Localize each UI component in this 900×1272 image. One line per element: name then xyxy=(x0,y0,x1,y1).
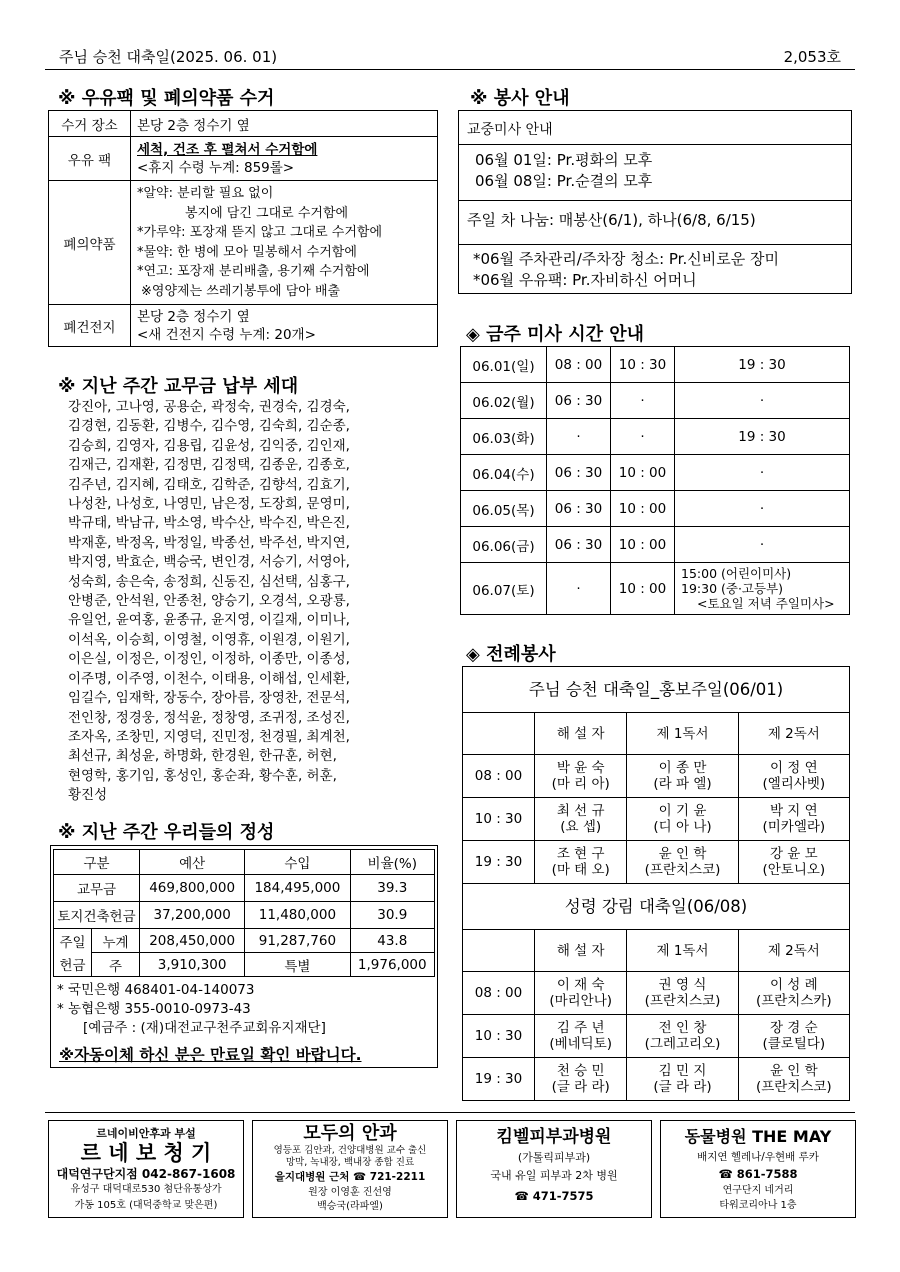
ad-line: (가톨릭피부과) xyxy=(517,1151,591,1164)
offering-cell: 헌금 xyxy=(54,953,92,977)
baptismal-name: (프란치스코) xyxy=(644,862,721,878)
donor-line: 김주년, 김지혜, 김태호, 김학준, 김향석, 김효기, xyxy=(68,476,350,493)
milk-count: <휴지 수령 누계: 859롤> xyxy=(137,159,295,176)
saturday-mass: 19:30 (중·고등부) xyxy=(681,581,784,596)
bank-account: * 국민은행 468401-04-140073 xyxy=(57,982,255,998)
liturgy-header: 제 1독서 xyxy=(627,930,738,972)
parking-service: *06월 주차관리/주차장 청소: Pr.신비로운 장미 xyxy=(473,250,779,268)
ad-line: 타워코리아나 1층 xyxy=(719,1200,797,1211)
ad-phone: 대덕연구단지점 042-867-1608 xyxy=(56,1167,236,1181)
baptismal-name: (프란치스코) xyxy=(755,1079,832,1095)
offering-cell: 184,495,000 xyxy=(245,875,350,902)
liturgy-person xyxy=(738,755,849,798)
ad-line: 배지연 헬레나/우현배 루카 xyxy=(697,1151,819,1163)
ad-animal-hospital xyxy=(660,1120,856,1218)
battery-count: <새 건전지 수령 누계: 20개> xyxy=(137,326,316,343)
baptismal-name: (엘리사벳) xyxy=(762,776,826,792)
liturgy-header: 해 설 자 xyxy=(535,713,627,755)
offering-cell: 30.9 xyxy=(350,902,434,929)
mass-day: 06.04(수) xyxy=(461,455,547,491)
service-title: ※ 봉사 안내 xyxy=(470,88,570,109)
donor-line: 유일언, 윤여홍, 윤종규, 윤지영, 이길재, 이미나, xyxy=(68,612,350,629)
mass-day: 06.03(화) xyxy=(461,419,547,455)
donor-line: 이주명, 이주영, 이천수, 이태용, 이해섭, 인세환, xyxy=(68,670,350,687)
liturgy-row xyxy=(463,1058,850,1101)
liturgy-week-title: 성령 강림 대축일(06/08) xyxy=(463,884,850,930)
baptismal-name: (디 아 나) xyxy=(653,819,712,835)
baptismal-name: (클로틸다) xyxy=(762,1036,826,1052)
ad-line: 국내 유일 피부과 2차 병원 xyxy=(490,1169,618,1182)
ad-name: 모두의 안과 xyxy=(303,1123,397,1144)
liturgy-person xyxy=(627,1015,738,1058)
liturgy-header: 제 1독서 xyxy=(627,713,738,755)
person-name: 이 기 윤 xyxy=(658,803,707,819)
offering-cell: 11,480,000 xyxy=(245,902,350,929)
offering-cell: 누계 xyxy=(92,929,140,953)
mass-time: 10 : 00 xyxy=(611,527,675,563)
ad-line: 연구단지 네거리 xyxy=(722,1185,794,1196)
liturgy-week-title: 주님 승천 대축일_홍보주일(06/01) xyxy=(463,667,850,713)
ad-phone: ☎ 471-7575 xyxy=(514,1189,594,1203)
ad-name: 르 네 보 청 기 xyxy=(80,1141,212,1165)
liturgy-person xyxy=(535,798,627,841)
person-name: 이 종 만 xyxy=(658,760,707,776)
offering-cell: 주 xyxy=(92,953,140,977)
baptismal-name: (그레고리오) xyxy=(644,1036,721,1052)
recycling-table xyxy=(48,110,438,347)
person-name: 윤 인 학 xyxy=(658,846,707,862)
baptismal-name: (프란치스카) xyxy=(755,993,832,1009)
bank-account: * 농협은행 355-0010-0973-43 xyxy=(57,1001,251,1017)
recycling-label: 우유 팩 xyxy=(49,137,131,181)
baptismal-name: (마리안나) xyxy=(549,993,613,1009)
donor-line: 김재근, 김재환, 김정면, 김정택, 김종운, 김종호, xyxy=(68,457,350,474)
offering-cell: 특별 xyxy=(245,953,350,977)
offering-header: 구분 xyxy=(54,850,140,875)
offering-table xyxy=(53,849,435,977)
offering-cell: 37,200,000 xyxy=(140,902,245,929)
recycling-value: 본당 2층 정수기 옆 xyxy=(131,111,438,137)
person-name: 김 주 년 xyxy=(556,1020,605,1036)
mass-time: · xyxy=(675,455,850,491)
donor-line: 전인창, 정경웅, 정석윤, 정창영, 조귀정, 조성진, xyxy=(68,709,350,726)
mass-time: · xyxy=(675,383,850,419)
recycling-title: ※ 우유팩 및 폐의약품 수거 xyxy=(58,88,275,109)
offering-box xyxy=(50,845,438,1068)
ad-line: 유성구 대덕대로530 첨단유통상가 xyxy=(70,1184,222,1195)
offering-header: 비율(%) xyxy=(350,850,434,875)
donor-line: 이석옥, 이승희, 이영철, 이영휴, 이원경, 이원기, xyxy=(68,631,350,648)
donor-line: 현영학, 홍기임, 홍성인, 홍순좌, 황수훈, 허훈, xyxy=(68,767,337,784)
mass-row xyxy=(461,419,850,455)
donor-line: 박지영, 박효순, 백승국, 변인경, 서승기, 서영아, xyxy=(68,554,350,571)
liturgy-person xyxy=(535,1058,627,1101)
bulletin-date: 주님 승천 대축일(2025. 06. 01) xyxy=(59,48,278,66)
liturgy-corner xyxy=(463,930,535,972)
baptismal-name: (마 리 아) xyxy=(551,776,610,792)
mass-row xyxy=(461,491,850,527)
mass-time: · xyxy=(547,419,611,455)
liturgy-person xyxy=(738,972,849,1015)
donor-line: 안병준, 안석원, 안종천, 양승기, 오경석, 오광룡, xyxy=(68,593,350,610)
offering-cell: 43.8 xyxy=(350,929,434,953)
mass-row xyxy=(461,347,850,383)
ad-line: 르네이비안후과 부설 xyxy=(96,1127,196,1140)
liturgy-table xyxy=(462,666,850,1101)
ad-line: 영등포 김안과, 건양대병원 교수 출신 xyxy=(273,1145,427,1156)
mass-time: 06 : 30 xyxy=(547,491,611,527)
donor-line: 김경현, 김동환, 김병수, 김수영, 김숙희, 김순종, xyxy=(68,418,350,435)
liturgy-header: 제 2독서 xyxy=(738,930,849,972)
offering-header: 수입 xyxy=(245,850,350,875)
liturgy-person xyxy=(738,798,849,841)
liturgy-person xyxy=(627,1058,738,1101)
baptismal-name: (베네딕토) xyxy=(549,1036,613,1052)
liturgy-person xyxy=(535,972,627,1015)
liturgy-row xyxy=(463,1015,850,1058)
person-name: 이 정 연 xyxy=(769,760,818,776)
liturgy-person xyxy=(535,841,627,884)
donor-line: 박규태, 박남규, 박소영, 박수산, 박수진, 박은진, xyxy=(68,515,350,532)
donor-line: 김승희, 김영자, 김용립, 김윤성, 김익중, 김인재, xyxy=(68,437,350,454)
liturgy-time: 19 : 30 xyxy=(463,1058,535,1101)
recycling-label: 폐건전지 xyxy=(49,305,131,347)
offering-cell: 469,800,000 xyxy=(140,875,245,902)
ad-phone: 을지대병원 근처 ☎ 721-2211 xyxy=(274,1171,426,1183)
footer-divider xyxy=(45,1112,855,1113)
service-box xyxy=(458,110,852,294)
liturgy-header: 해 설 자 xyxy=(535,930,627,972)
donor-line: 임길수, 임재학, 장동수, 장아름, 장영찬, 전문석, xyxy=(68,690,350,707)
donor-list xyxy=(68,398,350,806)
liturgy-header: 제 2독서 xyxy=(738,713,849,755)
person-name: 전 인 창 xyxy=(658,1020,707,1036)
recycling-label: 폐의약품 xyxy=(49,181,131,305)
milk-service: *06월 우유팩: Pr.자비하신 어머니 xyxy=(473,271,697,289)
baptismal-name: (미카엘라) xyxy=(762,819,826,835)
ad-dermatology xyxy=(456,1120,652,1218)
mass-day: 06.05(목) xyxy=(461,491,547,527)
recycling-label: 수거 장소 xyxy=(49,111,131,137)
mass-time: 06 : 30 xyxy=(547,455,611,491)
offering-cell: 1,976,000 xyxy=(350,953,434,977)
saturday-mass: <토요일 저녁 주일미사> xyxy=(697,596,835,611)
offering-cell: 토지건축헌금 xyxy=(54,902,140,929)
liturgy-row xyxy=(463,972,850,1015)
medicine-line: *물약: 한 병에 모아 밀봉해서 수거함에 xyxy=(137,244,357,260)
mass-day: 06.01(일) xyxy=(461,347,547,383)
mass-time: 10 : 00 xyxy=(611,491,675,527)
offering-cell: 91,287,760 xyxy=(245,929,350,953)
liturgy-time: 10 : 30 xyxy=(463,1015,535,1058)
auto-transfer-notice: ※자동이체 하신 분은 만료일 확인 바랍니다. xyxy=(59,1046,362,1064)
baptismal-name: (라 파 엘) xyxy=(653,776,712,792)
mass-time: 10 : 30 xyxy=(611,347,675,383)
person-name: 권 영 식 xyxy=(658,977,707,993)
liturgy-person xyxy=(738,841,849,884)
offering-cell: 교무금 xyxy=(54,875,140,902)
car-sharing: 주일 차 나눔: 매봉산(6/1), 하나(6/8, 6/15) xyxy=(459,201,851,245)
mass-time: 10 : 00 xyxy=(611,563,675,615)
donor-line: 황진성 xyxy=(68,787,108,804)
baptismal-name: (안토니오) xyxy=(762,862,826,878)
donor-line: 최선규, 최성윤, 하명화, 한경원, 한규훈, 허현, xyxy=(68,748,337,765)
liturgy-time: 19 : 30 xyxy=(463,841,535,884)
mass-times-title: ◈ 금주 미사 시간 안내 xyxy=(466,324,645,345)
baptismal-name: (마 태 오) xyxy=(551,862,610,878)
liturgy-person xyxy=(627,755,738,798)
mass-service-line: 06월 08일: Pr.순결의 모후 xyxy=(475,172,653,190)
mass-time: · xyxy=(611,383,675,419)
person-name: 최 선 규 xyxy=(556,803,605,819)
mass-time: 19 : 30 xyxy=(675,419,850,455)
battery-location: 본당 2층 정수기 옆 xyxy=(137,308,250,325)
mass-day: 06.02(월) xyxy=(461,383,547,419)
ad-line: 원장 이영훈 진선영 xyxy=(308,1187,392,1198)
offering-cell: 3,910,300 xyxy=(140,953,245,977)
liturgy-row xyxy=(463,798,850,841)
donors-title: ※ 지난 주간 교무금 납부 세대 xyxy=(58,376,299,397)
mass-time: 10 : 00 xyxy=(611,455,675,491)
medicine-line: 봉지에 담긴 그대로 수거함에 xyxy=(185,205,349,221)
page-header xyxy=(45,42,855,70)
ad-eye-clinic xyxy=(252,1120,448,1218)
person-name: 김 민 지 xyxy=(658,1063,707,1079)
ad-line: 가동 105호 (대덕중학교 맞은편) xyxy=(74,1200,218,1211)
person-name: 이 성 례 xyxy=(769,977,818,993)
person-name: 윤 인 학 xyxy=(769,1063,818,1079)
milk-instruction: 세척, 건조 후 펼쳐서 수거함에 xyxy=(137,141,318,158)
mass-time: 08 : 00 xyxy=(547,347,611,383)
liturgy-person xyxy=(627,798,738,841)
offering-title: ※ 지난 주간 우리들의 정성 xyxy=(58,822,275,843)
account-holder: [예금주 : (재)대전교구천주교회유지재단] xyxy=(83,1020,326,1036)
ad-phone: ☎ 861-7588 xyxy=(718,1167,798,1181)
donor-line: 성숙희, 송은숙, 송정희, 신동진, 심선택, 심홍구, xyxy=(68,573,350,590)
ad-name: 킴벨피부과병원 xyxy=(496,1127,612,1147)
mass-time: 06 : 30 xyxy=(547,383,611,419)
baptismal-name: (글 라 라) xyxy=(551,1079,610,1095)
person-name: 장 경 순 xyxy=(769,1020,818,1036)
mass-time: 06 : 30 xyxy=(547,527,611,563)
baptismal-name: (요 셉) xyxy=(560,819,602,835)
liturgy-row xyxy=(463,841,850,884)
mass-day: 06.06(금) xyxy=(461,527,547,563)
mass-time: · xyxy=(675,527,850,563)
medicine-line: ※영양제는 쓰레기봉투에 담아 배출 xyxy=(141,283,341,299)
ad-name: 동물병원 THE MAY xyxy=(684,1127,832,1146)
mass-time: · xyxy=(675,491,850,527)
mass-row xyxy=(461,383,850,419)
issue-number: 2,053호 xyxy=(783,48,841,66)
donor-line: 조자옥, 조창민, 지영덕, 진민정, 천경필, 최계천, xyxy=(68,728,350,745)
person-name: 이 재 숙 xyxy=(556,977,605,993)
offering-header: 예산 xyxy=(140,850,245,875)
donor-line: 강진아, 고나영, 공용순, 곽정숙, 권경숙, 김경숙, xyxy=(68,399,350,415)
medicine-line: *가루약: 포장재 뜯지 않고 그대로 수거함에 xyxy=(137,225,383,240)
medicine-line: *연고: 포장재 분리배출, 용기째 수거함에 xyxy=(137,264,370,279)
donor-line: 이은실, 이정은, 이정인, 이정하, 이종만, 이종성, xyxy=(68,651,350,668)
liturgy-title: ◈ 전례봉사 xyxy=(466,644,556,665)
person-name: 박 지 연 xyxy=(769,803,818,819)
liturgy-time: 10 : 30 xyxy=(463,798,535,841)
mass-time: · xyxy=(611,419,675,455)
baptismal-name: (프란치스코) xyxy=(644,993,721,1009)
offering-cell: 39.3 xyxy=(350,875,434,902)
mass-service-line: 06월 01일: Pr.평화의 모후 xyxy=(475,151,653,169)
ad-line: 백승국(라파엘) xyxy=(317,1201,383,1212)
mass-day: 06.07(토) xyxy=(461,563,547,615)
liturgy-corner xyxy=(463,713,535,755)
mass-row xyxy=(461,455,850,491)
ad-line: 망막, 녹내장, 백내장 종합 진료 xyxy=(285,1157,415,1168)
offering-cell: 주일 xyxy=(54,929,92,953)
person-name: 강 윤 모 xyxy=(769,846,818,862)
liturgy-person xyxy=(627,972,738,1015)
mass-row xyxy=(461,527,850,563)
liturgy-time: 08 : 00 xyxy=(463,972,535,1015)
person-name: 천 승 민 xyxy=(556,1063,605,1079)
mass-service-heading: 교중미사 안내 xyxy=(459,111,851,145)
donor-line: 나성찬, 나성호, 나영민, 남은정, 도장희, 문영미, xyxy=(68,496,350,513)
liturgy-person xyxy=(535,755,627,798)
mass-times-table xyxy=(460,346,850,615)
mass-time: 19 : 30 xyxy=(675,347,850,383)
offering-cell: 208,450,000 xyxy=(140,929,245,953)
liturgy-person xyxy=(535,1015,627,1058)
liturgy-person xyxy=(627,841,738,884)
liturgy-time: 08 : 00 xyxy=(463,755,535,798)
liturgy-person xyxy=(738,1058,849,1101)
liturgy-row xyxy=(463,755,850,798)
ad-hearing-aid xyxy=(48,1120,244,1218)
baptismal-name: (글 라 라) xyxy=(653,1079,712,1095)
saturday-mass: 15:00 (어린이미사) xyxy=(681,566,792,581)
liturgy-person xyxy=(738,1015,849,1058)
person-name: 박 윤 숙 xyxy=(556,760,605,776)
person-name: 조 현 구 xyxy=(556,846,605,862)
donor-line: 박재훈, 박정옥, 박정일, 박종선, 박주선, 박지연, xyxy=(68,534,350,551)
mass-time: · xyxy=(547,563,611,615)
medicine-line: *알약: 분리할 필요 없이 xyxy=(137,186,274,201)
